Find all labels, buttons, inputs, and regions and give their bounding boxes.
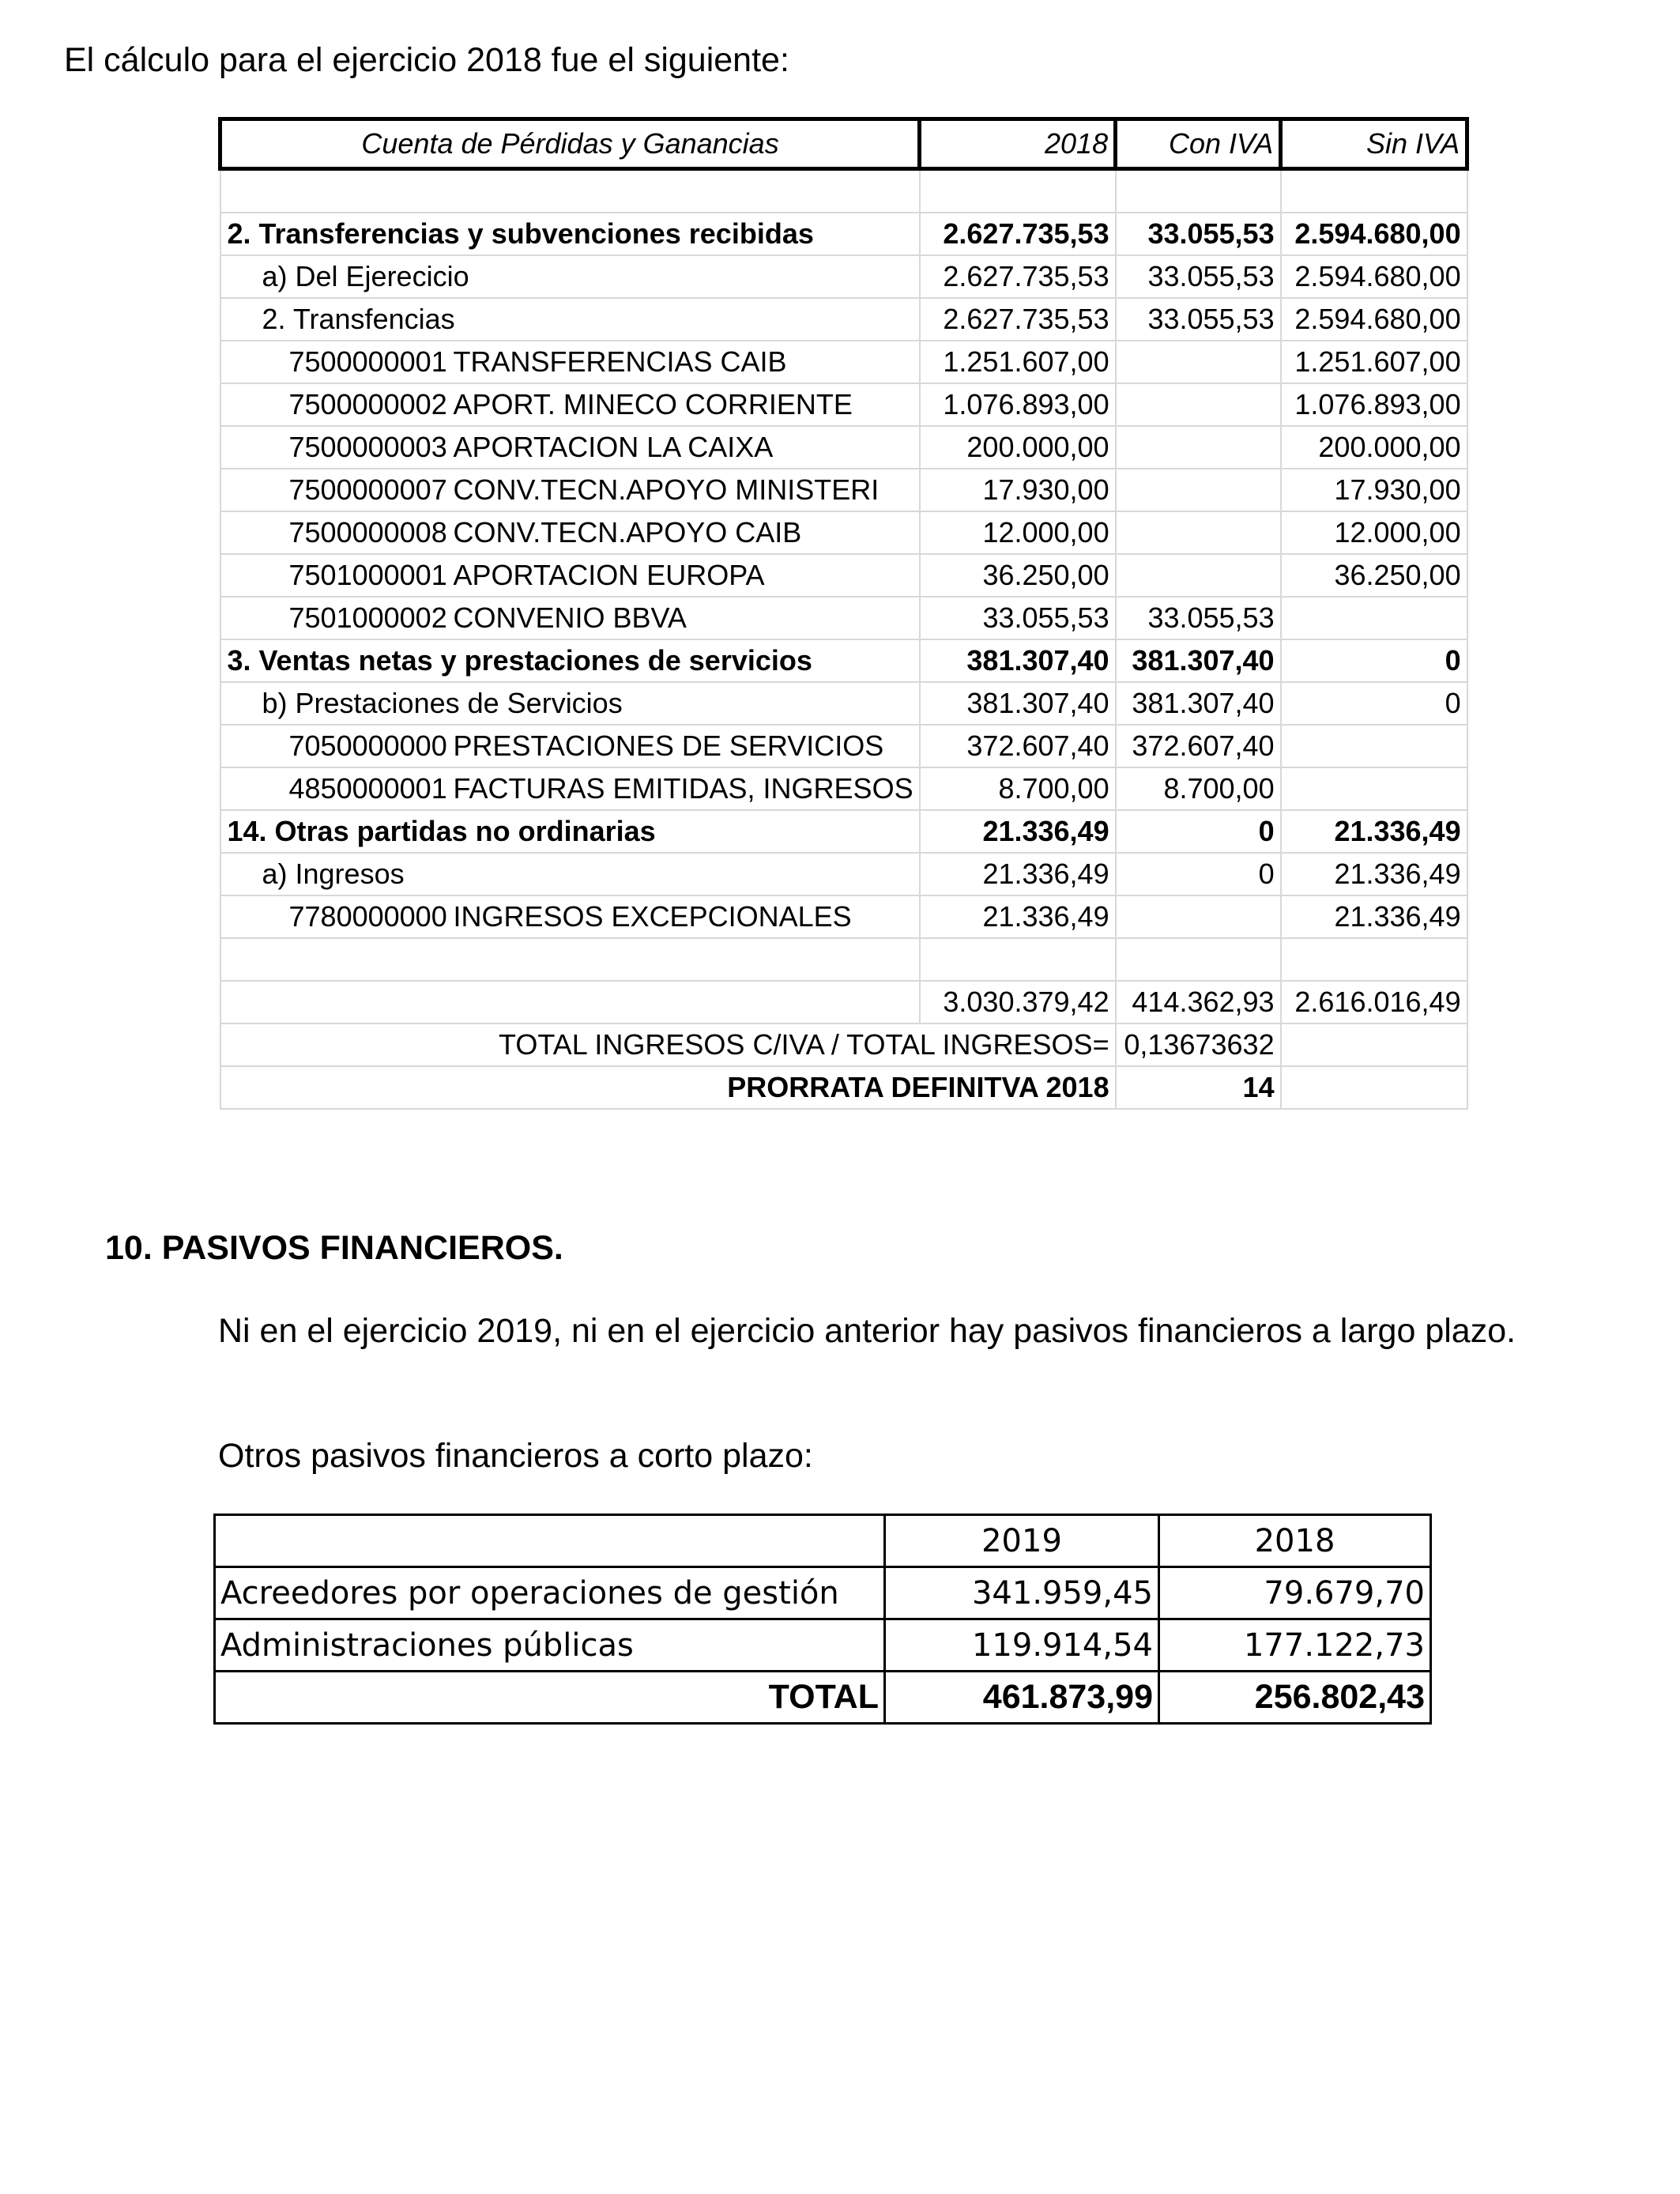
value-sin-iva xyxy=(1281,597,1467,639)
table-row xyxy=(220,938,1467,981)
value-sin-iva: 2.594.680,00 xyxy=(1281,255,1467,298)
total-2019: 461.873,99 xyxy=(885,1672,1159,1724)
table-row xyxy=(215,1619,1431,1672)
value-sin-iva: 200.000,00 xyxy=(1281,426,1467,469)
value-2018: 12.000,00 xyxy=(920,511,1116,554)
header-con-iva: Con IVA xyxy=(1116,119,1281,169)
account-code: 7500000003 xyxy=(288,431,447,463)
value-sin-iva xyxy=(1281,725,1467,767)
header-2019: 2019 xyxy=(885,1515,1159,1567)
value-sin-iva: 1.076.893,00 xyxy=(1281,383,1467,426)
account-label xyxy=(220,511,920,554)
intro-text: El cálculo para el ejercicio 2018 fue el siguiente: xyxy=(64,41,789,79)
account-label: a) Ingresos xyxy=(220,853,920,895)
value-sin-iva: 2.594.680,00 xyxy=(1281,298,1467,341)
liability-label: Acreedores por operaciones de gestión xyxy=(215,1567,885,1619)
value-sin-iva: 21.336,49 xyxy=(1281,895,1467,938)
table-row xyxy=(220,426,1467,469)
value-2018: 2.627.735,53 xyxy=(920,298,1116,341)
empty-cell xyxy=(1281,938,1467,981)
header-2018: 2018 xyxy=(1159,1515,1431,1567)
value-con-iva xyxy=(1116,341,1281,383)
totals-row xyxy=(220,981,1467,1023)
value-con-iva: 372.607,40 xyxy=(1116,725,1281,767)
account-label xyxy=(220,554,920,597)
value-con-iva xyxy=(1116,469,1281,511)
prorrata-label: PRORRATA DEFINITVA 2018 xyxy=(220,1066,1116,1109)
account-name: CONV.TECN.APOYO CAIB xyxy=(453,516,802,548)
total-con-iva: 414.362,93 xyxy=(1116,981,1281,1023)
value-2018: 21.336,49 xyxy=(920,853,1116,895)
account-code: 7501000001 xyxy=(288,559,447,591)
value-sin-iva: 0 xyxy=(1281,682,1467,725)
account-label: 2. Transferencias y subvenciones recibidas xyxy=(220,213,920,255)
account-name: TRANSFERENCIAS CAIB xyxy=(453,345,787,378)
empty-cell xyxy=(920,169,1116,213)
table-row xyxy=(220,169,1467,213)
account-name: APORTACION EUROPA xyxy=(453,559,765,591)
value-2018: 372.607,40 xyxy=(920,725,1116,767)
ratio-row xyxy=(220,1023,1467,1066)
account-name: INGRESOS EXCEPCIONALES xyxy=(453,900,852,933)
account-label xyxy=(220,469,920,511)
account-name: CONVENIO BBVA xyxy=(453,601,687,634)
profit-loss-table xyxy=(218,117,1469,1110)
value-sin-iva: 1.251.607,00 xyxy=(1281,341,1467,383)
value-sin-iva: 17.930,00 xyxy=(1281,469,1467,511)
value-2018: 200.000,00 xyxy=(920,426,1116,469)
paragraph-short-term: Otros pasivos financieros a corto plazo: xyxy=(218,1437,813,1475)
table-row xyxy=(220,298,1467,341)
empty-cell xyxy=(220,938,920,981)
account-label xyxy=(220,895,920,938)
value-con-iva xyxy=(1116,511,1281,554)
value-con-iva: 381.307,40 xyxy=(1116,682,1281,725)
value-con-iva: 0 xyxy=(1116,810,1281,853)
value-2018: 36.250,00 xyxy=(920,554,1116,597)
ratio-value: 0,13673632 xyxy=(1116,1023,1281,1066)
value-sin-iva: 36.250,00 xyxy=(1281,554,1467,597)
table-row xyxy=(220,511,1467,554)
total-label: TOTAL xyxy=(215,1672,885,1724)
table-header-row xyxy=(215,1515,1431,1567)
value-con-iva: 33.055,53 xyxy=(1116,298,1281,341)
header-account: Cuenta de Pérdidas y Ganancias xyxy=(220,119,920,169)
account-name: PRESTACIONES DE SERVICIOS xyxy=(453,729,884,762)
ratio-label: TOTAL INGRESOS C/IVA / TOTAL INGRESOS= xyxy=(220,1023,1116,1066)
table-row xyxy=(220,341,1467,383)
account-label xyxy=(220,341,920,383)
value-con-iva xyxy=(1116,895,1281,938)
header-sin-iva: Sin IVA xyxy=(1281,119,1467,169)
account-label xyxy=(220,725,920,767)
account-code: 7780000000 xyxy=(288,900,447,933)
account-code: 7501000002 xyxy=(288,601,447,634)
value-con-iva: 8.700,00 xyxy=(1116,767,1281,810)
account-code: 7500000001 xyxy=(288,345,447,378)
account-label: 2. Transfencias xyxy=(220,298,920,341)
total-2018: 256.802,43 xyxy=(1159,1672,1431,1724)
value-2018: 21.336,49 xyxy=(920,895,1116,938)
value-2019: 341.959,45 xyxy=(885,1567,1159,1619)
header-blank xyxy=(215,1515,885,1567)
value-con-iva: 33.055,53 xyxy=(1116,255,1281,298)
empty-cell xyxy=(220,169,920,213)
value-con-iva xyxy=(1116,383,1281,426)
value-sin-iva: 21.336,49 xyxy=(1281,810,1467,853)
empty-cell xyxy=(1281,1066,1467,1109)
value-sin-iva xyxy=(1281,767,1467,810)
table-row xyxy=(220,682,1467,725)
empty-cell xyxy=(220,981,920,1023)
account-code: 7050000000 xyxy=(288,729,447,762)
table-row xyxy=(220,767,1467,810)
empty-cell xyxy=(1116,169,1281,213)
liabilities-table xyxy=(213,1514,1432,1725)
table-row xyxy=(220,725,1467,767)
table-row xyxy=(220,213,1467,255)
value-2018: 21.336,49 xyxy=(920,810,1116,853)
account-code: 4850000001 xyxy=(288,772,447,805)
value-2019: 119.914,54 xyxy=(885,1619,1159,1672)
table-row xyxy=(220,255,1467,298)
account-label xyxy=(220,383,920,426)
table-row xyxy=(220,639,1467,682)
empty-cell xyxy=(1281,1023,1467,1066)
value-sin-iva: 12.000,00 xyxy=(1281,511,1467,554)
table-header-row xyxy=(220,119,1467,169)
section-heading: 10. PASIVOS FINANCIEROS. xyxy=(105,1229,563,1267)
prorrata-value: 14 xyxy=(1116,1066,1281,1109)
value-con-iva: 381.307,40 xyxy=(1116,639,1281,682)
value-con-iva xyxy=(1116,426,1281,469)
table-row xyxy=(220,853,1467,895)
account-label: 3. Ventas netas y prestaciones de servicios xyxy=(220,639,920,682)
empty-cell xyxy=(1281,169,1467,213)
value-2018: 381.307,40 xyxy=(920,639,1116,682)
value-2018: 2.627.735,53 xyxy=(920,213,1116,255)
value-2018: 1.076.893,00 xyxy=(920,383,1116,426)
empty-cell xyxy=(1116,938,1281,981)
table-row xyxy=(215,1567,1431,1619)
value-con-iva: 33.055,53 xyxy=(1116,597,1281,639)
value-sin-iva: 2.594.680,00 xyxy=(1281,213,1467,255)
liability-label: Administraciones públicas xyxy=(215,1619,885,1672)
table-row xyxy=(220,597,1467,639)
table-row xyxy=(220,469,1467,511)
table-row xyxy=(220,554,1467,597)
value-con-iva: 0 xyxy=(1116,853,1281,895)
account-label xyxy=(220,597,920,639)
table-row xyxy=(220,383,1467,426)
value-2018: 33.055,53 xyxy=(920,597,1116,639)
value-2018: 1.251.607,00 xyxy=(920,341,1116,383)
account-code: 7500000007 xyxy=(288,473,447,506)
account-label xyxy=(220,426,920,469)
header-2018: 2018 xyxy=(920,119,1116,169)
account-label xyxy=(220,767,920,810)
value-con-iva: 33.055,53 xyxy=(1116,213,1281,255)
value-2018: 79.679,70 xyxy=(1159,1567,1431,1619)
value-2018: 2.627.735,53 xyxy=(920,255,1116,298)
account-name: CONV.TECN.APOYO MINISTERI xyxy=(453,473,880,506)
value-2018: 381.307,40 xyxy=(920,682,1116,725)
value-2018: 17.930,00 xyxy=(920,469,1116,511)
account-name: FACTURAS EMITIDAS, INGRESOS xyxy=(453,772,913,805)
account-label: a) Del Ejerecicio xyxy=(220,255,920,298)
paragraph-long-term: Ni en el ejercicio 2019, ni en el ejercicio anterior hay pasivos financieros a largo plazo. xyxy=(218,1312,1516,1350)
account-name: APORT. MINECO CORRIENTE xyxy=(453,388,853,420)
account-code: 7500000002 xyxy=(288,388,447,420)
value-2018: 177.122,73 xyxy=(1159,1619,1431,1672)
value-sin-iva: 21.336,49 xyxy=(1281,853,1467,895)
total-row xyxy=(215,1672,1431,1724)
prorrata-row xyxy=(220,1066,1467,1109)
account-label: b) Prestaciones de Servicios xyxy=(220,682,920,725)
account-label: 14. Otras partidas no ordinarias xyxy=(220,810,920,853)
value-con-iva xyxy=(1116,554,1281,597)
value-sin-iva: 0 xyxy=(1281,639,1467,682)
value-2018: 8.700,00 xyxy=(920,767,1116,810)
total-sin-iva: 2.616.016,49 xyxy=(1281,981,1467,1023)
account-code: 7500000008 xyxy=(288,516,447,548)
total-2018: 3.030.379,42 xyxy=(920,981,1116,1023)
table-row xyxy=(220,895,1467,938)
table-row xyxy=(220,810,1467,853)
account-name: APORTACION LA CAIXA xyxy=(453,431,774,463)
empty-cell xyxy=(920,938,1116,981)
